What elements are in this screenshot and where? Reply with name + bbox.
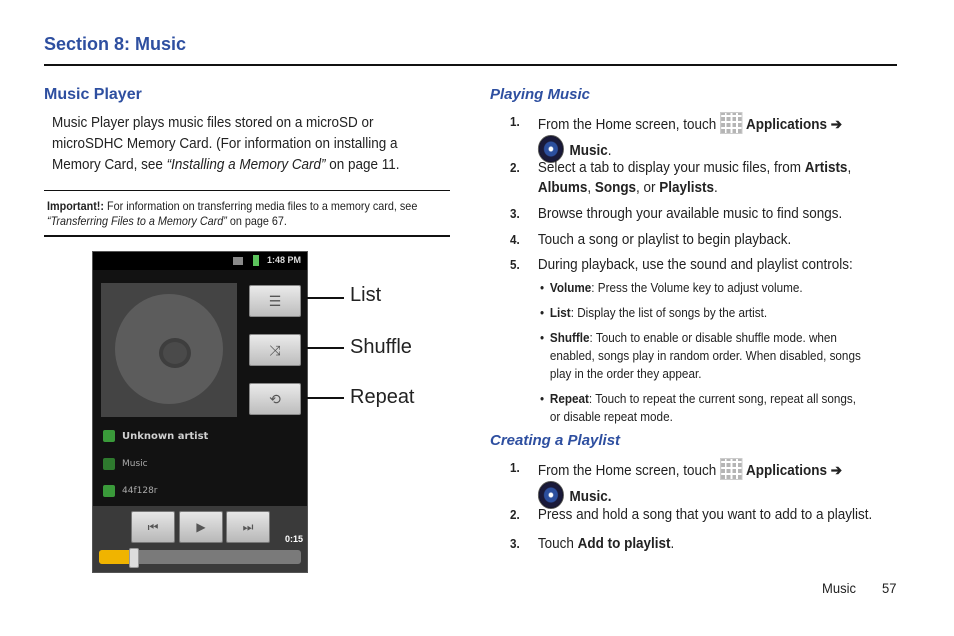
creating-playlist-heading: Creating a Playlist	[490, 432, 621, 449]
important-text-1: For information on transferring media files to a memory card, see	[103, 199, 418, 213]
next-button[interactable]	[226, 511, 270, 543]
list-button[interactable]	[249, 285, 301, 317]
status-bar	[93, 252, 307, 270]
important-label: Important!:	[47, 199, 104, 213]
microphone-icon	[103, 430, 115, 442]
important-text-2: on page 67.	[226, 214, 287, 228]
playing-step-2: 2. Select a tab to display your music files, from Artists, Albums, Songs, or Playlists.	[510, 160, 852, 196]
shuffle-callout-line	[306, 347, 344, 349]
page-number: 57	[882, 580, 897, 596]
status-time: 1:48 PM	[266, 255, 301, 265]
progress-fill	[99, 550, 133, 564]
bullet-repeat: • Repeat: Touch to repeat the current song, repeat all songs, or disable repeat mode.	[540, 391, 857, 424]
creating-step-1: 1. From the Home screen, touch Applications ➔ Music.	[510, 458, 882, 509]
playing-music-heading: Playing Music	[490, 86, 591, 103]
disc-icon	[115, 294, 223, 404]
playing-step-5: 5. During playback, use the sound and playlist controls:	[510, 257, 853, 273]
previous-icon: ⏮	[147, 519, 159, 534]
battery-icon	[253, 255, 259, 266]
play-button[interactable]	[179, 511, 223, 543]
repeat-callout: Repeat	[350, 386, 415, 408]
music-player-screenshot	[92, 251, 308, 573]
shuffle-icon: ⤨	[269, 341, 281, 358]
play-icon: ▶	[196, 520, 206, 534]
important-link[interactable]: “Transferring Files to a Memory Card”	[47, 214, 227, 228]
album-art	[101, 283, 237, 417]
list-callout-line	[306, 297, 344, 299]
music-player-heading: Music Player	[44, 86, 142, 103]
important-note	[47, 199, 434, 229]
playback-controls	[93, 506, 307, 572]
artist-name: Unknown artist	[122, 430, 209, 442]
previous-button[interactable]	[131, 511, 175, 543]
creating-step-2: 2. Press and hold a song that you want to add to a playlist.	[510, 507, 873, 523]
section-title: Section 8: Music	[44, 34, 187, 54]
repeat-button[interactable]	[249, 383, 301, 415]
playing-step-1: 1. From the Home screen, touch Applications ➔ Music.	[510, 112, 882, 163]
album-name: Music	[122, 459, 148, 469]
shuffle-callout: Shuffle	[350, 336, 412, 358]
next-icon: ⏭	[242, 519, 254, 534]
album-icon	[103, 458, 115, 470]
intro-paragraph	[52, 113, 415, 176]
applications-grid-icon	[720, 112, 742, 134]
bullet-volume: • Volume: Press the Volume key to adjust volume.	[540, 280, 803, 295]
list-icon: ☰	[268, 292, 282, 309]
artist-row	[103, 427, 208, 445]
note-icon	[103, 485, 115, 497]
signal-icon	[233, 257, 243, 265]
intro-text-1: Music Player plays music files stored on a microSD or microSDHC Memory Card. (For information on installing a Memory Card, see	[52, 115, 398, 173]
album-row	[103, 455, 148, 473]
repeat-callout-line	[306, 397, 344, 399]
intro-link[interactable]: “Installing a Memory Card”	[166, 157, 326, 173]
elapsed-time: 0:15	[284, 534, 303, 544]
list-callout: List	[350, 284, 382, 306]
shuffle-button[interactable]	[249, 334, 301, 366]
header-rule	[44, 64, 897, 66]
intro-text-2: on page 11.	[325, 157, 400, 173]
track-name: 44f128r	[122, 486, 158, 496]
playing-step-3: 3. Browse through your available music to find songs.	[510, 206, 843, 222]
footer-label: Music	[822, 580, 857, 596]
track-row	[103, 482, 158, 500]
repeat-icon: ⟲	[269, 390, 281, 407]
applications-grid-icon	[720, 458, 742, 480]
creating-step-3: 3. Touch Add to playlist.	[510, 536, 675, 552]
bullet-shuffle: • Shuffle: Touch to enable or disable shuffle mode. when enabled, songs play in random order. When disabled, songs play in the order they appear.	[540, 330, 861, 381]
playing-step-4: 4. Touch a song or playlist to begin playback.	[510, 232, 792, 248]
bullet-list: • List: Display the list of songs by the artist.	[540, 305, 768, 320]
progress-knob[interactable]	[129, 548, 139, 568]
